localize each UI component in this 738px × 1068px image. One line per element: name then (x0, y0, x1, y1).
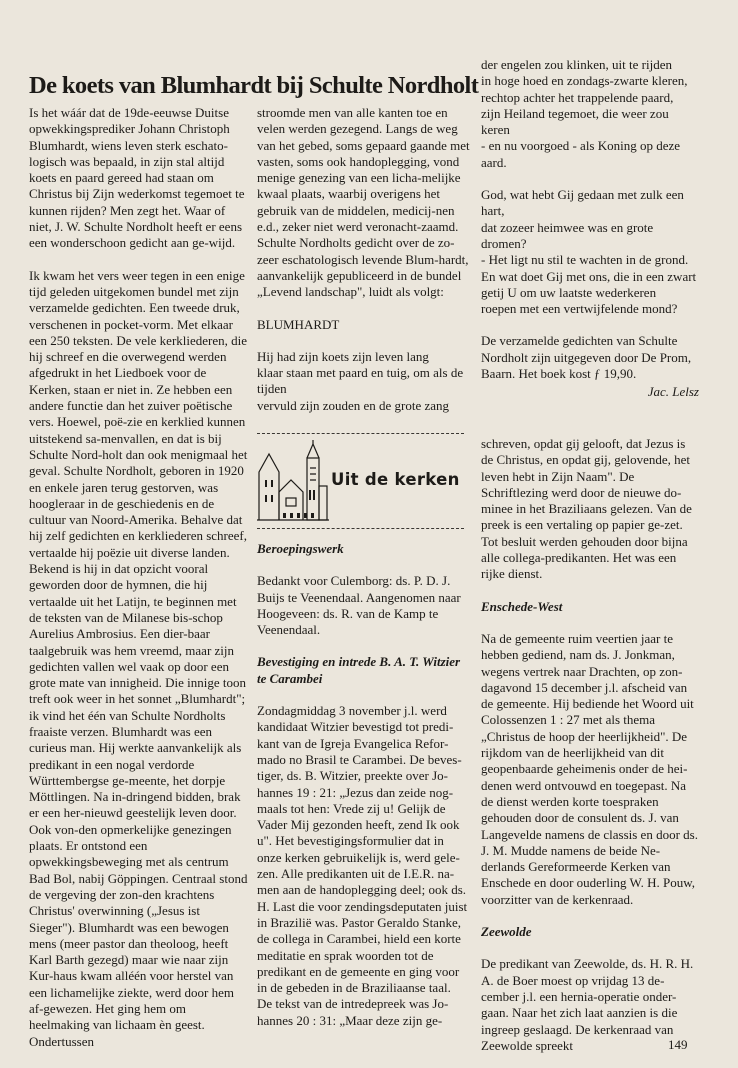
poem-stanza (257, 349, 476, 414)
subsection-heading: Zeewolde (481, 924, 532, 940)
article-column-2 (257, 105, 476, 414)
kerken-column-2 (257, 541, 469, 1029)
church-icon (257, 440, 329, 524)
poem-title: BLUMHARDT (257, 316, 340, 332)
poem-stanza (481, 187, 699, 317)
news-paragraph: Zondagmiddag 3 november j.l. werd kandidaat Witzier bevestigd tot predi-kant van de Igreja Evangelica Refor-mado no Brasil te Carambei. De beves-tiger, ds. B. Witzier, preekte over Jo-hannes 19 : 21: „Jezus dan zeide nog-maals tot hen: Vrede zij u! Gelijk de Vader Mij gezonden heeft, zend Ik ook u". Het bevestigingsformulier dat in onze kerken gebruikelijk is, werd gele-zen. Alle predikanten uit de I.E.R. na-men aan de handoplegging deel; ook ds. H. Last die voor zendingsdeputaten juist in Brazilië was. Pastor Geraldo Stanke, de collega in Carambei, hield een korte meditatie en sprak woorden tot de predikant en de gemeente en ging voor in de gebeden in de Braziliaanse taal. De tekst van de intredepreek was Jo-hannes 20 : 31: „Maar deze zijn ge- (257, 703, 468, 1028)
poem-line: En wat doet Gij met ons, die in een zwart (481, 268, 697, 284)
poem-line: - Het ligt nu stil te wachten in de grond. (481, 252, 689, 268)
poem-line: klaar staan met paard en tuig, om als de tijden (257, 365, 464, 397)
section-divider-top (257, 433, 464, 434)
article-title: De koets van Blumhardt bij Schulte Nordholt (29, 72, 479, 100)
poem-line: roepen met een vertwijfelende mond? (481, 301, 678, 317)
article-paragraph: Ik kwam het vers weer tegen in een enige tijd geleden uitgekomen bundel met zijn verzamelde gedichten. Een tweede druk, verschenen in pocket-vorm. Met elkaar een 250 teksten. De vele kerkliederen, die hij schreef en die overwegend werden afgedrukt in het Liedboek voor de Kerken, staan er niet in. Ze hebben een andere functie dan het zuiver poëtische vers. Hoewel, poë-zie en kerklied kunnen uitstekend sa-menvallen, en dat is bij Schulte Nord-holt dan ook menigmaal het geval. Schulte Nordholt, geboren in 1920 en enkele jaren terug gestorven, was hoogleraar in de geschiedenis en de cultuur van Noord-Amerika. Behalve dat hij zelf gedichten en kerkliederen schreef, vertaalde hij poëzie uit diverse landen. Bekend is hij in dat opzicht vooral geworden door de hymnen, die hij vertaalde uit het Latijn, te beginnen met de teksten van de Milanese bis-schop Aurelius Ambrosius. Een dier-baar taalgebruik was hem vreemd, maar zijn gedichten vallen wel vaak op door een grote mate van innigheid. Die innige toon treft ook weer in het sonnet „Blumhardt"; ik vind het één van Schulte Nordholts fraaiste verzen. Blumhardt was een curieus man. Hij werkte aanvankelijk als predikant in een nogal verdorde Württembergse ge-meente, het dorpje Möttlingen. Na in-dringend bidden, brak er een her-nieuwd geestelijk leven door. Ook von-den opmerkelijke genezingen plaats. Er ontstond een opwekkingsbeweging met als centrum Bad Bol, nabij Göppingen. Centraal stond de vergeving der zon-den krachtens Christus' overwinning („Jesus ist Sieger"). Blumhardt was een bewogen mens (meer pastor dan theoloog, heeft Karl Barth gezegd) maar wie naar zijn Kur-haus kwam alléén voor herstel van een lichamelijke ziekte, werd door hem af-gewezen. Het ging hem om heelmaking van lichaam èn geest. Ondertussen (29, 267, 248, 1049)
poem-line: in hoge hoed en zondags-zwarte kleren, (481, 73, 688, 89)
article-paragraph: stroomde men van alle kanten toe en velen werden gezegend. Langs de weg van het gebed, soms gepaard gaande met vasten, soms ook handoplegging, vond menige genezing van een licha-melijke kwaal plaats, waarbij overigens het gebruik van de middelen, medicij-nen e.d., zeker niet werd veronacht-zaamd. Schulte Nordholts gedicht over de zo-zeer eschatologisch levende Blum-hardt, aanvankelijk gepubliceerd in de bundel „Levend landschap", luidt als volgt: (257, 105, 470, 300)
section-divider-bottom (257, 528, 464, 529)
poem-line: rechtop achter het trappelende paard, (481, 89, 674, 105)
poem-line: - en nu voorgoed - als Koning op deze aard. (481, 138, 681, 170)
subsection-heading: Bevestiging en intrede B. A. T. Witzier te Carambei (257, 654, 461, 686)
news-paragraph: De predikant van Zeewolde, ds. H. R. H. A. de Boer moest op vrijdag 13 de-cember j.l. een hernia-operatie onder-gaan. Naar het zich laat aanzien is die ingreep geslaagd. De kerkenraad van Zeewolde spreekt (481, 956, 694, 1053)
news-paragraph: Bedankt voor Culemborg: ds. P. D. J. Buijs te Veenendaal. Aangenomen naar Hoogeveen: ds. R. van de Kamp te Veenendaal. (257, 573, 461, 638)
poem-line: dat zozeer heimwee was en grote dromen? (481, 219, 654, 251)
poem-line: getij U om uw laatste wederkeren (481, 284, 657, 300)
poem-line: zijn Heiland tegemoet, die weer zou keren (481, 105, 669, 138)
poem-line: der engelen zou klinken, uit te rijden (481, 57, 672, 72)
poem-line: vervuld zijn zouden en de grote zang (257, 397, 450, 413)
poem-line: Hij had zijn koets zijn leven lang (257, 348, 429, 364)
section-banner-title: Uit de kerken (331, 470, 460, 489)
article-column-3 (481, 57, 699, 401)
news-paragraph: schreven, opdat gij gelooft, dat Jezus is de Christus, en opdat gij, gelovende, het leven hebt in Zijn Naam". De Schriftlezing werd door de nieuwe do-minee in het Braziliaans gelezen. Van de preek is een vertaling op papier ge-zet. Tot besluit werden gehouden door bijna alle collega-predikanten. Het was een rijke dienst. (481, 436, 692, 582)
article-column-1 (29, 105, 248, 1050)
subsection-heading: Enschede-West (481, 598, 563, 614)
page-number: 149 (668, 1037, 688, 1052)
section-banner (257, 440, 464, 524)
article-paragraph: Is het wáár dat de 19de-eeuwse Duitse opwekkingsprediker Johann Christoph Blumhardt, wiens leven sterk eschato-logisch was bepaald, in zijn stal altijd koets en paard gereed had staan om Christus bij Zijn wederkomst tegemoet te kunnen rijden? Men zegt het. Waar of niet, J. W. Schulte Nordholt heeft er eens een wonderschoon gedicht aan ge-wijd. (29, 105, 245, 251)
poem-line: God, wat hebt Gij gedaan met zulk een hart, (481, 187, 684, 219)
news-paragraph: Na de gemeente ruim veertien jaar te hebben gediend, nam ds. J. Jonkman, wegens vertrek naar Drachten, op zon-dagavond 15 december j.l. afscheid van de gemeente. Hij bediende het Woord uit Colossenzen 1 : 27 met als thema „Christus de hoop der heerlijkheid". De rijkdom van de heerlijkheid van dit geopenbaarde geheimenis onder de hei-denen werd ontvouwd en toegepast. Na de dienst werden korte toespraken gehouden door de consulent ds. J. van Langevelde namens de classis en door ds. J. M. Mudde namens de beide Ne-derlands Gereformeerde Kerken van Enschede en door ouderling W. H. Pouw, voorzitter van de kerkenraad. (481, 630, 698, 907)
poem-stanza (481, 57, 699, 171)
subsection-heading: Beroepingswerk (257, 541, 344, 556)
author-signature: Jac. Lelsz (647, 384, 699, 400)
kerken-column-3 (481, 436, 699, 1054)
article-closing: De verzamelde gedichten van Schulte Nordholt zijn uitgegeven door De Prom, Baarn. Het boek kost ƒ 19,90. (481, 333, 692, 382)
